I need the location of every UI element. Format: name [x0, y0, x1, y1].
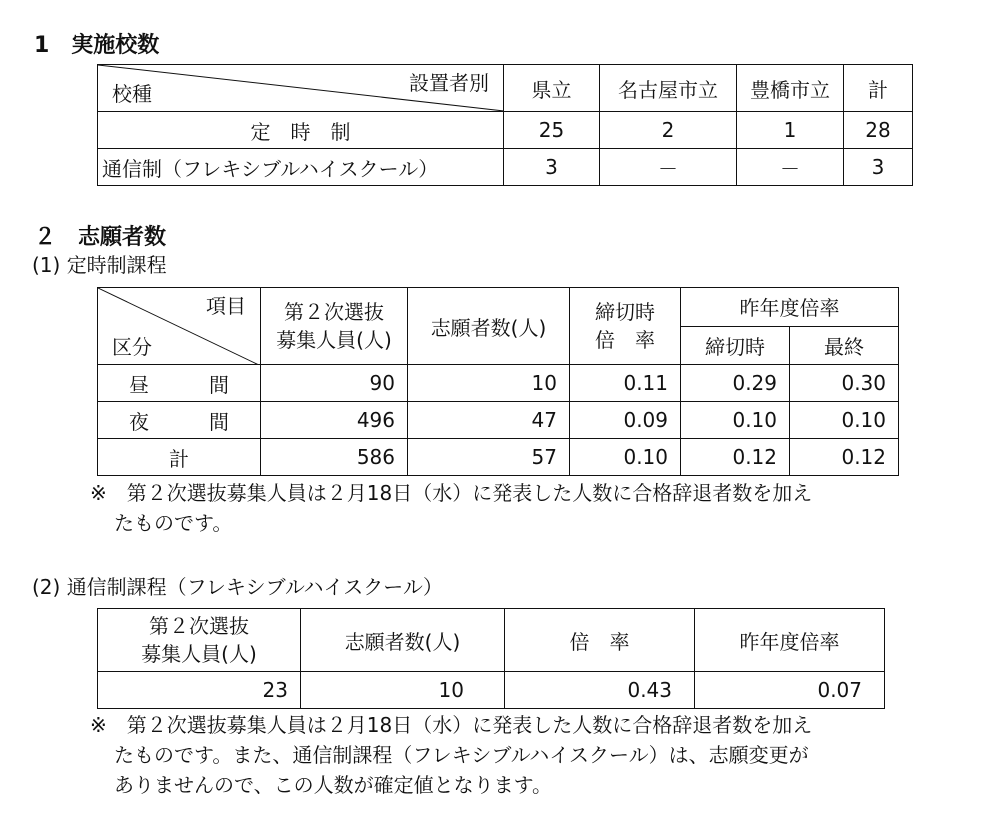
col-header-total: 計: [844, 65, 913, 112]
col-header-ratio-line1: 締切時: [595, 300, 655, 324]
table-cell: －: [737, 149, 844, 186]
col-header-previous-deadline: 締切時: [681, 326, 790, 365]
table-cell: 0.10: [790, 402, 899, 439]
table-cell: 0.07: [695, 672, 885, 709]
table-cell: 586: [261, 439, 408, 476]
col-header-recruitment: [261, 288, 408, 365]
footnote-2-line2: たものです。また、通信制課程（フレキシブルハイスクール）は、志願変更が: [114, 743, 809, 767]
table-cell: 1: [737, 112, 844, 149]
table-row: [98, 439, 899, 476]
footnote-2-line3: ありませんので、この人数が確定値となります。: [114, 773, 552, 797]
header-item: 項目: [206, 294, 246, 318]
table-cell: －: [600, 149, 737, 186]
section1-heading: 1 実施校数: [34, 33, 160, 58]
col-header-previous-final: 最終: [790, 326, 899, 365]
row-label-total: 計: [98, 439, 261, 476]
col-header-prefectural: 県立: [504, 65, 600, 112]
table-cell: 0.10: [681, 402, 790, 439]
diagonal-header-cell: [98, 65, 504, 112]
table-cell: 0.43: [505, 672, 695, 709]
footnote-1-line2: たものです。: [114, 511, 233, 535]
col-header-applicants: 志願者数(人): [408, 288, 570, 365]
footnote-1-line1: ※ 第２次選抜募集人員は２月18日（水）に発表した人数に合格辞退者数を加え: [90, 481, 813, 505]
col-header-toyohashi: 豊橋市立: [737, 65, 844, 112]
table-cell: 0.11: [570, 365, 681, 402]
col-header-ratio-line2: 倍 率: [595, 328, 655, 352]
diagonal-header-cell: [98, 288, 261, 365]
col-header-nagoya: 名古屋市立: [600, 65, 737, 112]
table-cell: 0.12: [790, 439, 899, 476]
table-cell: 3: [844, 149, 913, 186]
subsection2-title: (2) 通信制課程（フレキシブルハイスクール）: [32, 575, 443, 599]
table-cell: 2: [600, 112, 737, 149]
col-header-ratio: 倍 率: [505, 609, 695, 672]
table-cell: 23: [98, 672, 301, 709]
table-cell: 47: [408, 402, 570, 439]
col-header-previous-ratio: 昨年度倍率: [695, 609, 885, 672]
col-header-recruitment: [98, 609, 301, 672]
table-cell: 496: [261, 402, 408, 439]
footnote-2: [90, 710, 812, 800]
header-establisher: 設置者別: [409, 71, 489, 95]
col-header-applicants: 志願者数(人): [301, 609, 505, 672]
col-header-recruitment-line1: 第２次選抜: [149, 614, 249, 638]
table-cell: 90: [261, 365, 408, 402]
table-cell: 0.29: [681, 365, 790, 402]
table-cell: 25: [504, 112, 600, 149]
table-cell: 10: [408, 365, 570, 402]
table-row: [98, 402, 899, 439]
table-cell: 0.30: [790, 365, 899, 402]
header-category: 区分: [112, 335, 152, 359]
row-label-night: 夜 間: [98, 402, 261, 439]
header-school-type: 校種: [112, 82, 152, 106]
correspondence-applicants-table: [97, 608, 885, 709]
table-cell: 57: [408, 439, 570, 476]
col-header-recruitment-line2: 募集人員(人): [276, 328, 392, 352]
row-label-parttime: 定 時 制: [98, 112, 504, 149]
row-label-correspondence: 通信制（フレキシブルハイスクール）: [98, 149, 504, 186]
table-row: [98, 112, 913, 149]
schools-table: [97, 64, 913, 186]
table-cell: 0.12: [681, 439, 790, 476]
table-cell: 0.10: [570, 439, 681, 476]
subsection1-title: (1) 定時制課程: [32, 253, 167, 277]
table-row: [98, 672, 885, 709]
section2-heading: ２ 志願者数: [34, 225, 167, 250]
table-row: [98, 365, 899, 402]
col-header-previous-ratio: 昨年度倍率: [681, 288, 899, 327]
footnote-1: [90, 478, 812, 538]
table-cell: 0.09: [570, 402, 681, 439]
row-label-daytime: 昼 間: [98, 365, 261, 402]
table-cell: 28: [844, 112, 913, 149]
col-header-ratio: [570, 288, 681, 365]
table-cell: 3: [504, 149, 600, 186]
table-cell: 10: [301, 672, 505, 709]
parttime-applicants-table: [97, 287, 899, 476]
table-row: [98, 149, 913, 186]
col-header-recruitment-line1: 第２次選抜: [284, 300, 384, 324]
footnote-2-line1: ※ 第２次選抜募集人員は２月18日（水）に発表した人数に合格辞退者数を加え: [90, 713, 813, 737]
col-header-recruitment-line2: 募集人員(人): [141, 642, 257, 666]
